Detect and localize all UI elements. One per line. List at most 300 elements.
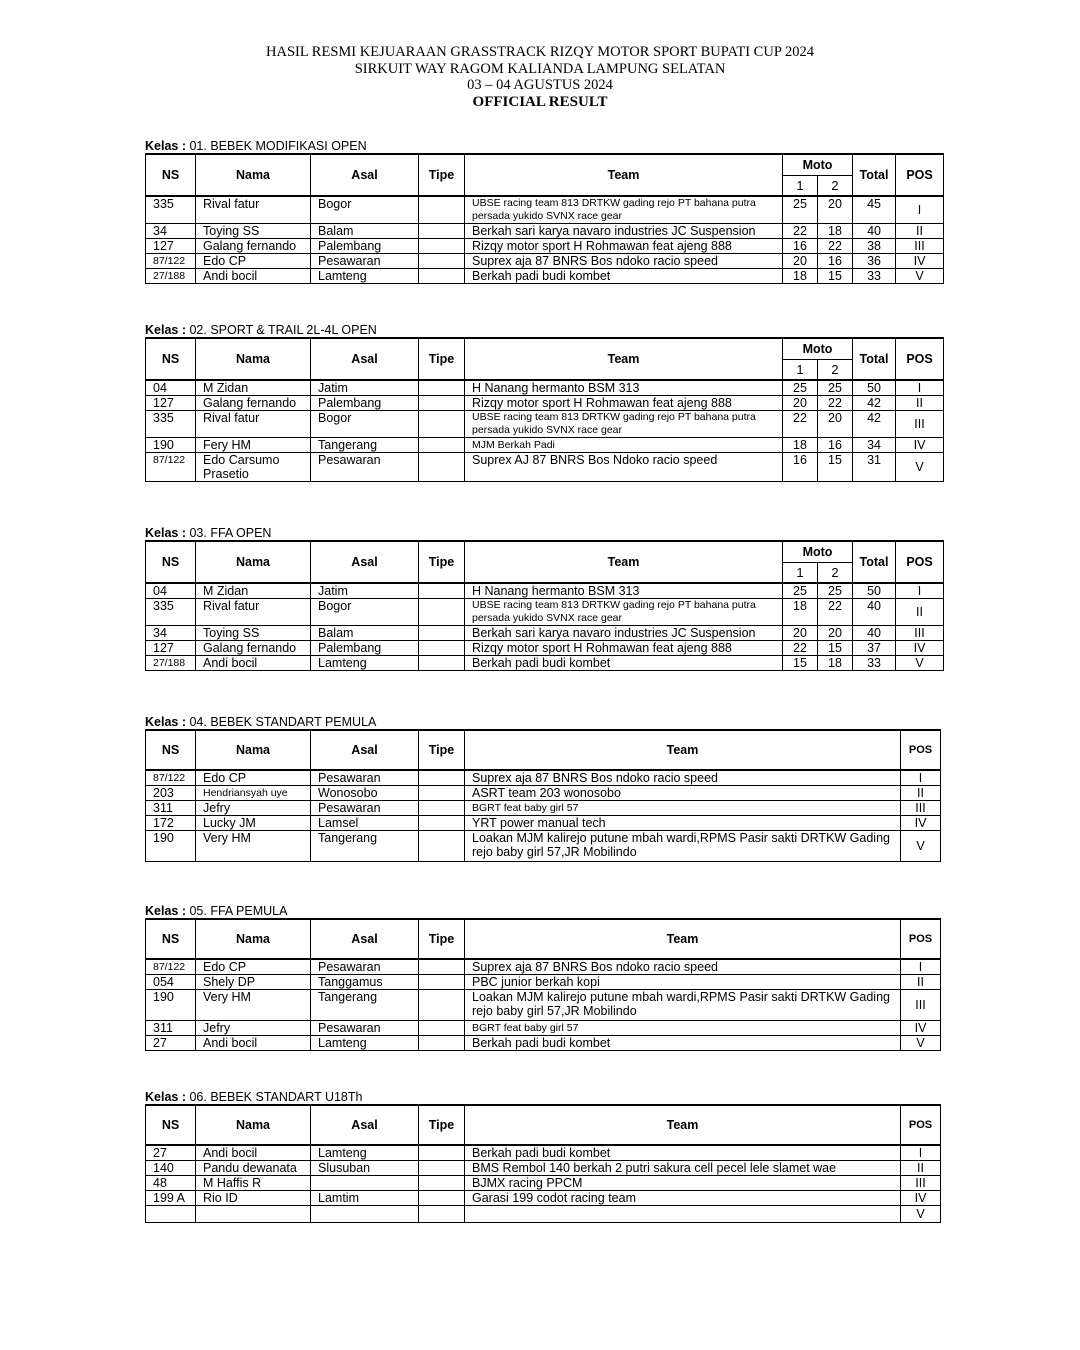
team-cell: UBSE racing team 813 DRTKW gading rejo PT bahana putra persada yukido SVNX race gear — [465, 196, 783, 224]
class-title — [145, 139, 944, 153]
ns-cell: 27/188 — [146, 656, 196, 671]
table-row — [146, 1206, 941, 1223]
ns-header: NS — [146, 338, 196, 380]
total-cell: 33 — [853, 269, 896, 284]
class-title — [145, 904, 941, 918]
pos-cell: I — [896, 196, 944, 224]
tipe-cell — [419, 641, 465, 656]
table-row — [146, 453, 944, 482]
table-row — [146, 816, 941, 831]
moto-2-cell: 25 — [818, 380, 853, 396]
pos-header: POS — [896, 338, 944, 380]
moto-2-cell: 16 — [818, 438, 853, 453]
team-cell: Loakan MJM kalirejo putune mbah wardi,RPMS Pasir sakti DRTKW Gading rejo baby girl 57,JR Mobilindo — [465, 831, 901, 862]
moto-2-cell: 18 — [818, 656, 853, 671]
total-header: Total — [853, 338, 896, 380]
asal-header: Asal — [311, 154, 419, 196]
moto-1-cell: 22 — [783, 641, 818, 656]
tipe-cell — [419, 396, 465, 411]
tipe-cell — [419, 1191, 465, 1206]
official-result-heading: OFFICIAL RESULT — [472, 93, 608, 110]
table-row — [146, 224, 944, 239]
table-row — [146, 1145, 941, 1161]
tipe-header: Tipe — [419, 1105, 465, 1145]
table-row — [146, 626, 944, 641]
asal-cell: Palembang — [311, 641, 419, 656]
ns-cell: 127 — [146, 239, 196, 254]
team-cell: Berkah padi budi kombet — [465, 269, 783, 284]
results-table — [145, 153, 944, 284]
pos-cell: III — [896, 626, 944, 641]
total-cell: 34 — [853, 438, 896, 453]
ns-cell: 311 — [146, 801, 196, 816]
moto-1-cell: 15 — [783, 656, 818, 671]
table-row — [146, 254, 944, 269]
total-header: Total — [853, 154, 896, 196]
nama-cell: M Zidan — [196, 380, 311, 396]
asal-cell: Bogor — [311, 196, 419, 224]
asal-cell: Jatim — [311, 380, 419, 396]
total-header: Total — [853, 541, 896, 583]
pos-header: POS — [896, 541, 944, 583]
table-row — [146, 599, 944, 626]
table-row — [146, 801, 941, 816]
table-row — [146, 656, 944, 671]
class-name: 04. BEBEK STANDART PEMULA — [189, 715, 377, 729]
tipe-cell — [419, 786, 465, 801]
asal-cell: Lamtim — [311, 1191, 419, 1206]
total-cell: 40 — [853, 626, 896, 641]
pos-cell: V — [896, 656, 944, 671]
pos-cell: II — [901, 786, 941, 801]
moto-1-header: 1 — [783, 360, 818, 381]
ns-cell: 04 — [146, 380, 196, 396]
ns-cell — [146, 1206, 196, 1223]
moto-2-cell: 15 — [818, 453, 853, 482]
event-title: HASIL RESMI KEJUARAAN GRASSTRACK RIZQY MOTOR SPORT BUPATI CUP 2024 — [266, 44, 814, 60]
asal-cell: Slusuban — [311, 1161, 419, 1176]
nama-cell: Lucky JM — [196, 816, 311, 831]
pos-cell: IV — [901, 1191, 941, 1206]
nama-cell: Jefry — [196, 801, 311, 816]
ns-cell: 335 — [146, 196, 196, 224]
tipe-cell — [419, 599, 465, 626]
pos-header: POS — [896, 154, 944, 196]
asal-cell: Tangerang — [311, 831, 419, 862]
pos-cell: V — [901, 831, 941, 862]
tipe-cell — [419, 959, 465, 975]
kelas-label: Kelas : — [145, 904, 186, 918]
moto-1-cell: 22 — [783, 411, 818, 438]
nama-cell: M Haffis R — [196, 1176, 311, 1191]
asal-cell: Pesawaran — [311, 959, 419, 975]
asal-header: Asal — [311, 730, 419, 770]
asal-cell: Tangerang — [311, 990, 419, 1021]
ns-cell: 127 — [146, 396, 196, 411]
kelas-label: Kelas : — [145, 139, 186, 153]
moto-1-cell: 22 — [783, 224, 818, 239]
team-cell: Rizqy motor sport H Rohmawan feat ajeng 888 — [465, 641, 783, 656]
moto-header: Moto — [783, 338, 853, 360]
nama-cell: Rival fatur — [196, 411, 311, 438]
team-header: Team — [465, 154, 783, 196]
ns-cell: 87/122 — [146, 453, 196, 482]
pos-cell: V — [896, 453, 944, 482]
class-section-01 — [145, 139, 944, 284]
moto-1-cell: 18 — [783, 269, 818, 284]
results-table — [145, 729, 941, 862]
table-row — [146, 583, 944, 599]
nama-cell: Edo Carsumo Prasetio — [196, 453, 311, 482]
ns-header: NS — [146, 919, 196, 959]
asal-cell: Lamteng — [311, 1145, 419, 1161]
nama-cell: Rio ID — [196, 1191, 311, 1206]
tipe-cell — [419, 438, 465, 453]
nama-header: Nama — [196, 730, 311, 770]
asal-header: Asal — [311, 338, 419, 380]
table-row — [146, 1021, 941, 1036]
class-title — [145, 526, 944, 540]
team-cell: Suprex aja 87 BNRS Bos ndoko racio speed — [465, 959, 901, 975]
moto-2-cell: 18 — [818, 224, 853, 239]
pos-header: POS — [901, 1105, 941, 1145]
pos-cell: III — [896, 411, 944, 438]
moto-2-cell: 25 — [818, 583, 853, 599]
kelas-label: Kelas : — [145, 323, 186, 337]
team-cell: ASRT team 203 wonosobo — [465, 786, 901, 801]
pos-cell: II — [896, 396, 944, 411]
team-cell: Berkah sari karya navaro industries JC Suspension — [465, 224, 783, 239]
ns-cell: 127 — [146, 641, 196, 656]
kelas-label: Kelas : — [145, 526, 186, 540]
team-cell: H Nanang hermanto BSM 313 — [465, 583, 783, 599]
tipe-cell — [419, 1176, 465, 1191]
moto-1-cell: 25 — [783, 196, 818, 224]
asal-cell: Jatim — [311, 583, 419, 599]
team-cell: BGRT feat baby girl 57 — [465, 801, 901, 816]
tipe-cell — [419, 975, 465, 990]
nama-cell: Jefry — [196, 1021, 311, 1036]
ns-cell: 199 A — [146, 1191, 196, 1206]
table-row — [146, 975, 941, 990]
total-cell: 33 — [853, 656, 896, 671]
class-name: 05. FFA PEMULA — [189, 904, 288, 918]
nama-cell: Rival fatur — [196, 196, 311, 224]
team-cell: BJMX racing PPCM — [465, 1176, 901, 1191]
pos-header: POS — [901, 919, 941, 959]
ns-cell: 34 — [146, 224, 196, 239]
ns-cell: 87/122 — [146, 254, 196, 269]
tipe-cell — [419, 411, 465, 438]
pos-cell: IV — [901, 1021, 941, 1036]
ns-cell: 140 — [146, 1161, 196, 1176]
moto-2-header: 2 — [818, 360, 853, 381]
date-line: 03 – 04 AGUSTUS 2024 — [467, 77, 613, 93]
class-title — [145, 323, 944, 337]
table-row — [146, 1191, 941, 1206]
nama-cell: Andi bocil — [196, 1036, 311, 1051]
nama-cell: Galang fernando — [196, 239, 311, 254]
pos-cell: II — [896, 224, 944, 239]
tipe-cell — [419, 990, 465, 1021]
ns-cell: 172 — [146, 816, 196, 831]
tipe-cell — [419, 269, 465, 284]
nama-header: Nama — [196, 1105, 311, 1145]
ns-cell: 48 — [146, 1176, 196, 1191]
table-row — [146, 269, 944, 284]
tipe-header: Tipe — [419, 919, 465, 959]
asal-cell: Balam — [311, 224, 419, 239]
ns-cell: 190 — [146, 438, 196, 453]
moto-1-cell: 25 — [783, 380, 818, 396]
ns-header: NS — [146, 541, 196, 583]
asal-cell: Pesawaran — [311, 1021, 419, 1036]
tipe-cell — [419, 1206, 465, 1223]
ns-cell: 27/188 — [146, 269, 196, 284]
total-cell: 38 — [853, 239, 896, 254]
moto-2-cell: 22 — [818, 239, 853, 254]
nama-header: Nama — [196, 919, 311, 959]
team-header: Team — [465, 730, 901, 770]
class-section-04 — [145, 715, 941, 862]
team-cell: Rizqy motor sport H Rohmawan feat ajeng 888 — [465, 396, 783, 411]
tipe-cell — [419, 583, 465, 599]
asal-cell: Pesawaran — [311, 453, 419, 482]
pos-cell: IV — [896, 641, 944, 656]
pos-cell: IV — [896, 254, 944, 269]
team-cell: Berkah padi budi kombet — [465, 656, 783, 671]
pos-cell: III — [901, 1176, 941, 1191]
pos-cell: III — [901, 801, 941, 816]
moto-2-header: 2 — [818, 563, 853, 584]
class-name: 03. FFA OPEN — [189, 526, 272, 540]
asal-header: Asal — [311, 1105, 419, 1145]
ns-cell: 34 — [146, 626, 196, 641]
pos-cell: II — [896, 599, 944, 626]
team-cell: Garasi 199 codot racing team — [465, 1191, 901, 1206]
tipe-header: Tipe — [419, 730, 465, 770]
ns-cell: 335 — [146, 599, 196, 626]
total-cell: 36 — [853, 254, 896, 269]
class-title — [145, 1090, 941, 1104]
pos-cell: II — [901, 1161, 941, 1176]
class-name: 06. BEBEK STANDART U18Th — [189, 1090, 363, 1104]
nama-header: Nama — [196, 338, 311, 380]
asal-cell: Tangerang — [311, 438, 419, 453]
asal-cell: Balam — [311, 626, 419, 641]
team-cell: Berkah padi budi kombet — [465, 1145, 901, 1161]
nama-cell: Very HM — [196, 831, 311, 862]
nama-cell: Pandu dewanata — [196, 1161, 311, 1176]
moto-2-cell: 22 — [818, 599, 853, 626]
pos-cell: III — [896, 239, 944, 254]
nama-cell: Edo CP — [196, 959, 311, 975]
class-name: 01. BEBEK MODIFIKASI OPEN — [189, 139, 367, 153]
team-cell: Suprex aja 87 BNRS Bos ndoko racio speed — [465, 254, 783, 269]
pos-cell: I — [901, 770, 941, 786]
tipe-cell — [419, 224, 465, 239]
moto-1-cell: 16 — [783, 453, 818, 482]
asal-cell: Pesawaran — [311, 254, 419, 269]
ns-cell: 04 — [146, 583, 196, 599]
class-section-03 — [145, 526, 944, 671]
team-header: Team — [465, 1105, 901, 1145]
moto-1-cell: 18 — [783, 438, 818, 453]
table-row — [146, 196, 944, 224]
moto-2-cell: 20 — [818, 196, 853, 224]
ns-cell: 27 — [146, 1036, 196, 1051]
asal-cell: Lamsel — [311, 816, 419, 831]
pos-cell: I — [896, 380, 944, 396]
asal-cell: Pesawaran — [311, 770, 419, 786]
pos-cell: V — [896, 269, 944, 284]
table-row — [146, 641, 944, 656]
pos-header: POS — [901, 730, 941, 770]
nama-cell: Galang fernando — [196, 641, 311, 656]
moto-header: Moto — [783, 154, 853, 176]
nama-header: Nama — [196, 154, 311, 196]
tipe-cell — [419, 1021, 465, 1036]
team-cell: Suprex AJ 87 BNRS Bos Ndoko racio speed — [465, 453, 783, 482]
moto-2-cell: 15 — [818, 641, 853, 656]
class-section-02 — [145, 323, 944, 482]
table-row — [146, 1161, 941, 1176]
total-cell: 37 — [853, 641, 896, 656]
nama-cell: Edo CP — [196, 254, 311, 269]
asal-cell: Lamteng — [311, 656, 419, 671]
nama-cell: Andi bocil — [196, 269, 311, 284]
venue-line: SIRKUIT WAY RAGOM KALIANDA LAMPUNG SELATAN — [354, 60, 726, 77]
table-row — [146, 1176, 941, 1191]
nama-cell — [196, 1206, 311, 1223]
class-section-05 — [145, 904, 941, 1051]
asal-cell — [311, 1176, 419, 1191]
total-cell: 40 — [853, 224, 896, 239]
tipe-cell — [419, 1036, 465, 1051]
team-header: Team — [465, 919, 901, 959]
class-title — [145, 715, 941, 729]
team-cell: PBC junior berkah kopi — [465, 975, 901, 990]
total-cell: 50 — [853, 380, 896, 396]
tipe-cell — [419, 656, 465, 671]
results-table — [145, 918, 941, 1051]
nama-cell: Andi bocil — [196, 656, 311, 671]
moto-2-cell: 20 — [818, 411, 853, 438]
asal-header: Asal — [311, 919, 419, 959]
asal-header: Asal — [311, 541, 419, 583]
moto-2-cell: 20 — [818, 626, 853, 641]
team-cell: H Nanang hermanto BSM 313 — [465, 380, 783, 396]
total-cell: 50 — [853, 583, 896, 599]
tipe-cell — [419, 816, 465, 831]
tipe-cell — [419, 770, 465, 786]
asal-cell: Lamteng — [311, 269, 419, 284]
tipe-cell — [419, 831, 465, 862]
ns-cell: 203 — [146, 786, 196, 801]
asal-cell: Wonosobo — [311, 786, 419, 801]
table-row — [146, 959, 941, 975]
team-cell: YRT power manual tech — [465, 816, 901, 831]
table-row — [146, 770, 941, 786]
moto-2-cell: 16 — [818, 254, 853, 269]
asal-cell: Lamteng — [311, 1036, 419, 1051]
table-row — [146, 831, 941, 862]
ns-header: NS — [146, 730, 196, 770]
pos-cell: I — [896, 583, 944, 599]
asal-cell: Palembang — [311, 239, 419, 254]
table-row — [146, 411, 944, 438]
nama-header: Nama — [196, 541, 311, 583]
team-header: Team — [465, 338, 783, 380]
team-cell — [465, 1206, 901, 1223]
moto-1-header: 1 — [783, 176, 818, 197]
moto-2-header: 2 — [818, 176, 853, 197]
table-row — [146, 380, 944, 396]
ns-cell: 190 — [146, 831, 196, 862]
nama-cell: Rival fatur — [196, 599, 311, 626]
results-table — [145, 337, 944, 482]
tipe-cell — [419, 239, 465, 254]
team-cell: MJM Berkah Padi — [465, 438, 783, 453]
team-header: Team — [465, 541, 783, 583]
team-cell: Suprex aja 87 BNRS Bos ndoko racio speed — [465, 770, 901, 786]
total-cell: 42 — [853, 411, 896, 438]
ns-header: NS — [146, 154, 196, 196]
tipe-cell — [419, 453, 465, 482]
total-cell: 31 — [853, 453, 896, 482]
team-cell: Loakan MJM kalirejo putune mbah wardi,RPMS Pasir sakti DRTKW Gading rejo baby girl 57,JR Mobilindo — [465, 990, 901, 1021]
pos-cell: I — [901, 959, 941, 975]
tipe-cell — [419, 380, 465, 396]
team-cell: BMS Rembol 140 berkah 2 putri sakura cell pecel lele slamet wae — [465, 1161, 901, 1176]
class-name: 02. SPORT & TRAIL 2L-4L OPEN — [189, 323, 377, 337]
team-cell: Berkah sari karya navaro industries JC Suspension — [465, 626, 783, 641]
nama-cell: Andi bocil — [196, 1145, 311, 1161]
moto-header: Moto — [783, 541, 853, 563]
pos-cell: II — [901, 975, 941, 990]
tipe-header: Tipe — [419, 154, 465, 196]
nama-cell: Toying SS — [196, 224, 311, 239]
ns-cell: 190 — [146, 990, 196, 1021]
tipe-cell — [419, 1145, 465, 1161]
asal-cell: Bogor — [311, 411, 419, 438]
tipe-cell — [419, 626, 465, 641]
team-cell: Berkah padi budi kombet — [465, 1036, 901, 1051]
team-cell: BGRT feat baby girl 57 — [465, 1021, 901, 1036]
pos-cell: III — [901, 990, 941, 1021]
total-cell: 40 — [853, 599, 896, 626]
tipe-header: Tipe — [419, 338, 465, 380]
moto-1-cell: 25 — [783, 583, 818, 599]
nama-cell: Very HM — [196, 990, 311, 1021]
moto-1-cell: 20 — [783, 396, 818, 411]
results-table — [145, 1104, 941, 1223]
pos-cell: IV — [896, 438, 944, 453]
moto-2-cell: 22 — [818, 396, 853, 411]
nama-cell: Edo CP — [196, 770, 311, 786]
class-section-06 — [145, 1090, 941, 1223]
team-cell: UBSE racing team 813 DRTKW gading rejo PT bahana putra persada yukido SVNX race gear — [465, 411, 783, 438]
ns-cell: 054 — [146, 975, 196, 990]
tipe-header: Tipe — [419, 541, 465, 583]
table-row — [146, 396, 944, 411]
nama-cell: Shely DP — [196, 975, 311, 990]
kelas-label: Kelas : — [145, 1090, 186, 1104]
total-cell: 45 — [853, 196, 896, 224]
table-row — [146, 990, 941, 1021]
tipe-cell — [419, 254, 465, 269]
table-row — [146, 1036, 941, 1051]
